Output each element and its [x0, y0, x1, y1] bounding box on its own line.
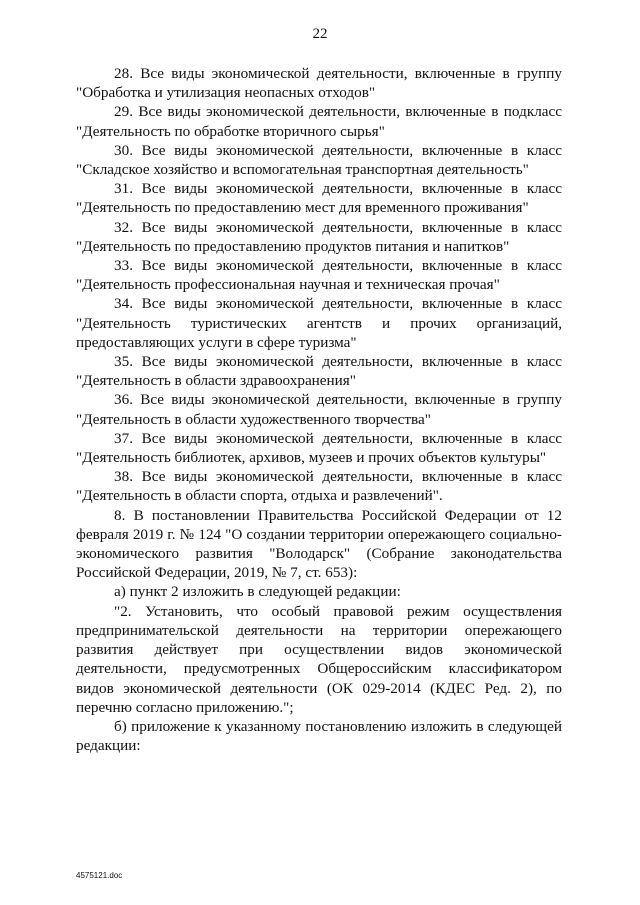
- paragraph-item-28: 28. Все виды экономической деятельности, включенные в группу "Обработка и утилизация неопасных отходов": [76, 65, 562, 102]
- paragraph-item-37: 37. Все виды экономической деятельности, включенные в класс "Деятельность библиотек, архивов, музеев и прочих объектов культуры": [76, 429, 562, 467]
- paragraph-section-8: 8. В постановлении Правительства Российской Федерации от 12 февраля 2019 г. № 124 "О создании территории опережающего социально-экономического развития "Володарск" (Собрание законодательства Российской Федерации, 2019, № 7, ст. 653):: [76, 506, 562, 582]
- document-body: [76, 64, 562, 755]
- paragraph-item-38: 38. Все виды экономической деятельности, включенные в класс "Деятельность в области спорта, отдыха и развлечений".: [76, 468, 562, 505]
- document-file-id: 4575121.doc: [76, 871, 123, 880]
- paragraph-item-30: 30. Все виды экономической деятельности, включенные в класс "Складское хозяйство и вспомогательная транспортная деятельность": [76, 141, 562, 179]
- page-number: 22: [312, 26, 328, 42]
- paragraph-item-29: 29. Все виды экономической деятельности, включенные в подкласс "Деятельность по обработке вторичного сырья": [76, 103, 562, 140]
- paragraph-subitem-b: б) приложение к указанному постановлению изложить в следующей редакции:: [76, 717, 562, 755]
- paragraph-item-32: 32. Все виды экономической деятельности, включенные в класс "Деятельность по предоставлению продуктов питания и напитков": [76, 218, 562, 255]
- paragraph-item-36: 36. Все виды экономической деятельности, включенные в группу "Деятельность в области художественного творчества": [76, 391, 562, 428]
- paragraph-item-33: 33. Все виды экономической деятельности, включенные в класс "Деятельность профессиональная научная и техническая прочая": [76, 257, 562, 294]
- paragraph-subitem-a: а) пункт 2 изложить в следующей редакции:: [114, 583, 401, 601]
- paragraph-item-35: 35. Все виды экономической деятельности, включенные в класс "Деятельность в области здравоохранения": [76, 353, 562, 390]
- paragraph-item-34: 34. Все виды экономической деятельности, включенные в класс "Деятельность туристических агентств и прочих организаций, предоставляющих услуги в сфере туризма": [76, 295, 562, 351]
- paragraph-quoted-point-2: "2. Установить, что особый правовой режим осуществления предпринимательской деятельности на территории опережающего развития действует при осуществлении видов экономической деятельности, предусмотренных Общероссийским классификатором видов экономической деятельности (ОК 029-2014 (КДЕС Ред. 2), по перечню согласно приложению.";: [76, 602, 562, 716]
- paragraph-item-31: 31. Все виды экономической деятельности, включенные в класс "Деятельность по предоставлению мест для временного проживания": [76, 180, 562, 217]
